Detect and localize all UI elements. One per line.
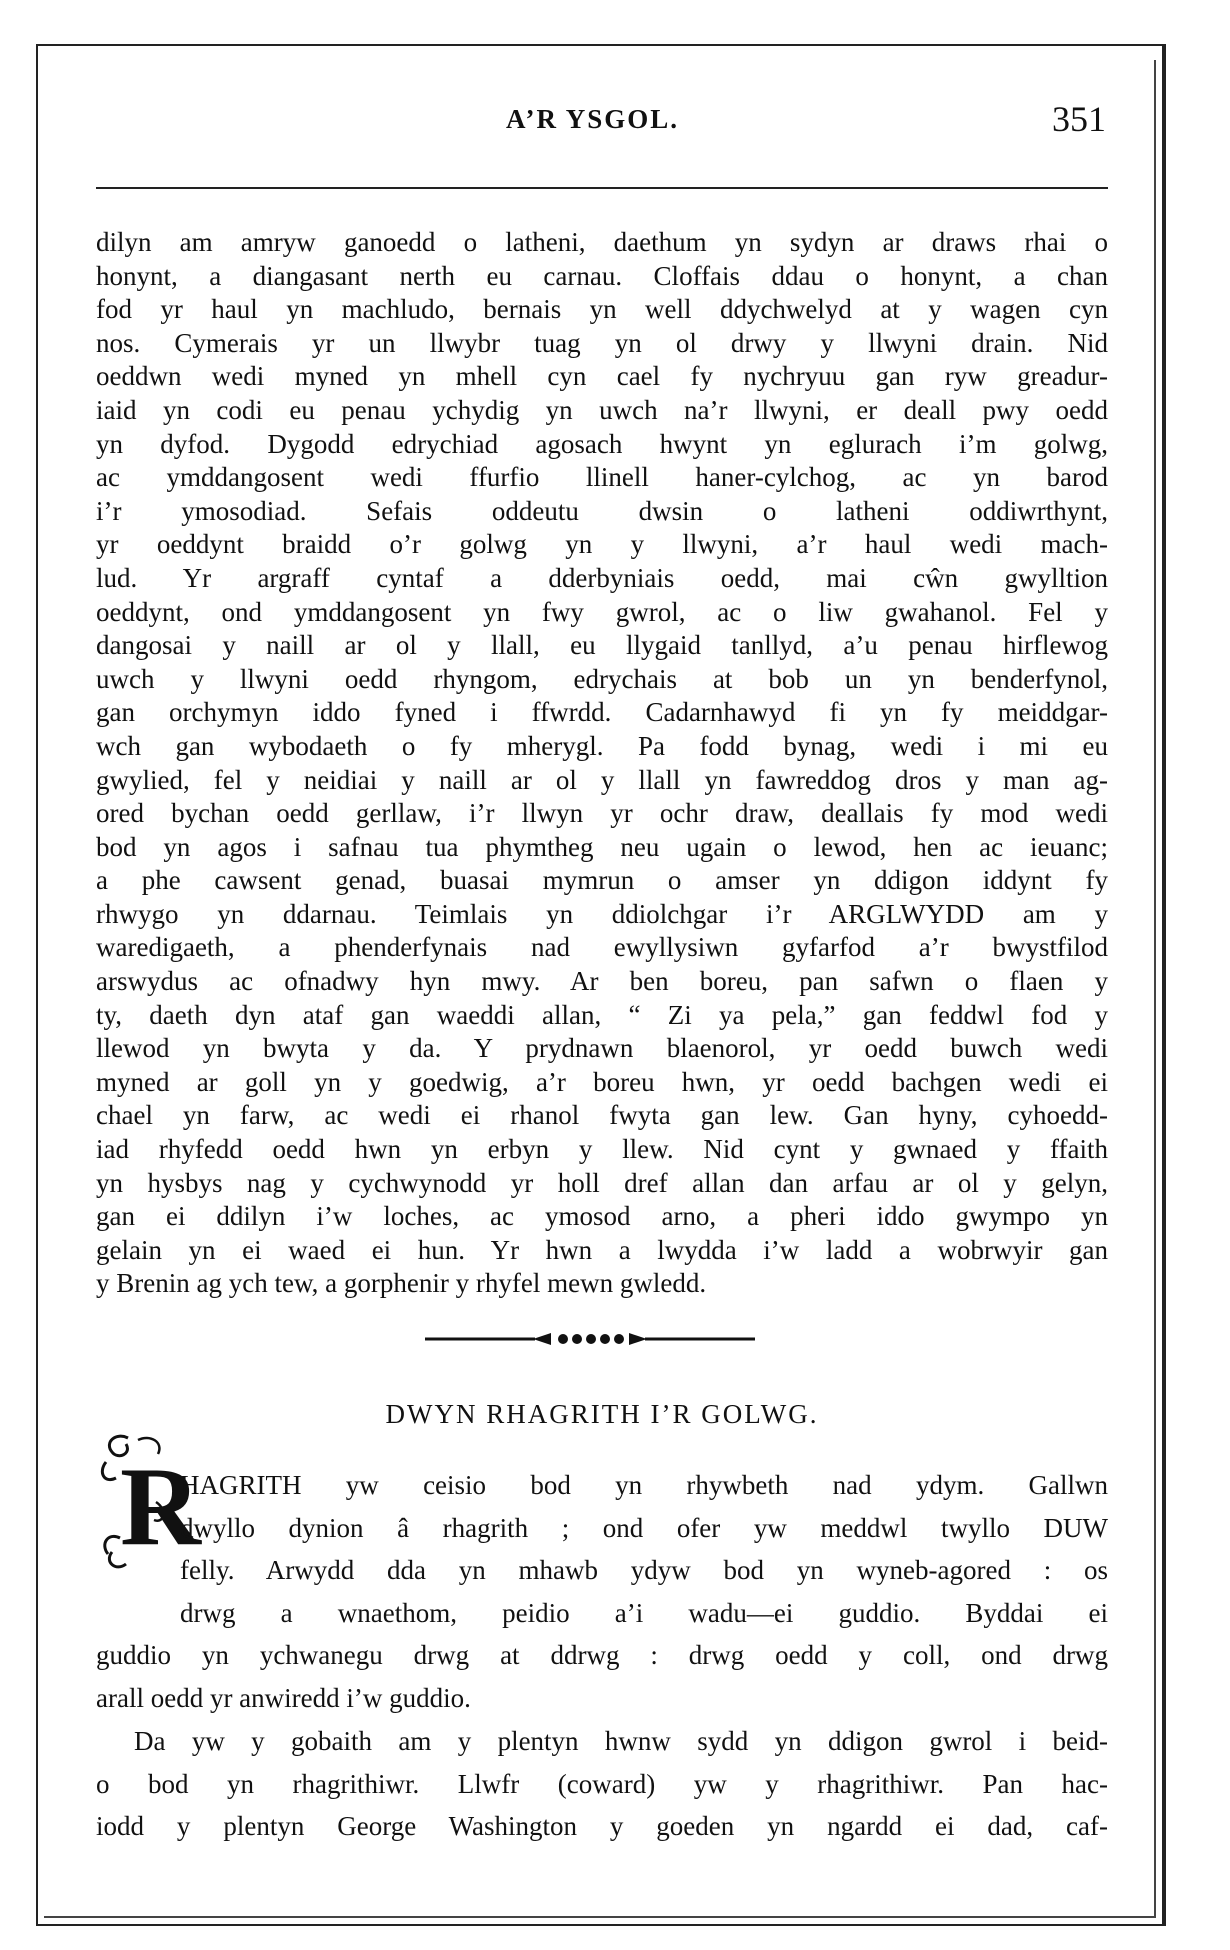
dropcap-letter: R: [120, 1445, 201, 1569]
text-line: dilyn am amryw ganoedd o latheni, daethum yn sydyn ar draws rhai o: [96, 227, 1108, 257]
text-line: iaid yn codi eu penau ychydig yn uwch na’r llwyni, er deall pwy oedd: [96, 394, 1108, 425]
text-line: drwg a wnaethom, peidio a’i wadu—ei guddio. Byddai ei: [180, 1597, 1108, 1628]
text-line: waredigaeth, a phenderfynais nad ewyllysiwn gyfarfod a’r bwystfilod: [96, 932, 1108, 963]
text-line: fod yr haul yn machludo, bernais yn well ddychwelyd at y wagen cyn: [96, 294, 1108, 325]
text-line: HAGRITH yw ceisio bod yn rhywbeth nad ydym. Gallwn: [180, 1470, 1108, 1500]
text-line: rhwygo yn ddarnau. Teimlais yn ddiolchgar i’r ARGLWYDD am y: [96, 898, 1108, 929]
text-line: Da yw y gobaith am y plentyn hwnw sydd yn ddigon gwrol i beid-: [134, 1726, 1108, 1756]
paragraph-2-continued: [96, 1634, 1108, 1719]
running-head: [96, 98, 1106, 142]
text-line: o bod yn rhagrithiwr. Llwfr (coward) yw y rhagrithiwr. Pan hac-: [96, 1768, 1108, 1799]
ornamental-initial-icon: [98, 1432, 201, 1572]
text-line: ty, daeth dyn ataf gan waeddi allan, “ Zi ya pela,” gan feddwl fod y: [96, 999, 1108, 1030]
text-line: y Brenin ag ych tew, a gorphenir y rhyfel mewn gwledd.: [96, 1268, 707, 1299]
text-line: oeddwn wedi myned yn mhell cyn cael fy nychryuu gan ryw greadur-: [96, 361, 1108, 392]
text-line: arall oedd yr anwiredd i’w guddio.: [96, 1682, 471, 1713]
text-line: gan ei ddilyn i’w loches, ac ymosod arno, a pheri iddo gwympo yn: [96, 1201, 1108, 1232]
running-title: A’R YSGOL.: [506, 104, 680, 134]
section-ornament: [425, 1329, 755, 1349]
text-line: lud. Yr argraff cyntaf a dderbyniais oedd, mai cŵn gwylltion: [96, 562, 1108, 593]
text-line: ac ymddangosent wedi ffurfio llinell haner-cylchog, ac yn barod: [96, 462, 1108, 493]
text-line: iodd y plentyn George Washington y goeden yn ngardd ei dad, caf-: [96, 1811, 1108, 1841]
text-line: gwylied, fel y neidiai y naill ar ol y llall yn fawreddog dros y man ag-: [96, 764, 1108, 795]
text-line: nos. Cymerais yr un llwybr tuag yn ol drwy y llwyni drain. Nid: [96, 327, 1108, 358]
text-line: uwch y llwyni oedd rhyngom, edrychais at bob un yn benderfynol,: [96, 663, 1108, 694]
text-line: wch gan wybodaeth o fy mherygl. Pa fodd bynag, wedi i mi eu: [96, 730, 1108, 761]
text-line: dwyllo dynion â rhagrith ; ond ofer yw meddwl twyllo DUW: [180, 1512, 1108, 1543]
text-line: iad rhyfedd oedd hwn yn erbyn y llew. Nid cynt y gwnaed y ffaith: [96, 1134, 1108, 1165]
paragraph-1: [96, 226, 1108, 1301]
text-line: gelain yn ei waed ei hun. Yr hwn a lwydda i’w ladd a wobrwyir gan: [96, 1234, 1108, 1265]
paragraph-3: [96, 1720, 1108, 1848]
text-line: ored bychan oedd gerllaw, i’r llwyn yr ochr draw, deallais fy mod wedi: [96, 798, 1108, 829]
text-line: honynt, a diangasant nerth eu carnau. Cloffais ddau o honynt, a chan: [96, 260, 1108, 291]
text-line: myned ar goll yn y goedwig, a’r boreu hwn, yr oedd bachgen wedi ei: [96, 1066, 1108, 1097]
text-line: a phe cawsent genad, buasai mymrun o amser yn ddigon iddynt fy: [96, 865, 1108, 896]
ornament-rule-icon: [425, 1329, 755, 1349]
text-line: dangosai y naill ar ol y llall, eu llygaid tanllyd, a’u penau hirflewog: [96, 630, 1108, 661]
text-line: yr oeddynt braidd o’r golwg yn y llwyni, a’r haul wedi mach-: [96, 529, 1108, 560]
text-line: llewod yn bwyta y da. Y prydnawn blaenorol, yr oedd buwch wedi: [96, 1033, 1108, 1064]
section-title: DWYN RHAGRITH I’R GOLWG.: [385, 1399, 819, 1429]
dropcap-ornament: [98, 1432, 201, 1572]
text-line: arswydus ac ofnadwy hyn mwy. Ar ben boreu, pan safwn o flaen y: [96, 966, 1108, 997]
text-line: guddio yn ychwanegu drwg at ddrwg : drwg oedd y coll, ond drwg: [96, 1640, 1108, 1670]
text-line: i’r ymosodiad. Sefais oddeutu dwsin o latheni oddiwrthynt,: [96, 495, 1108, 526]
text-line: yn dyfod. Dygodd edrychiad agosach hwynt yn eglurach i’m golwg,: [96, 428, 1108, 459]
text-line: oeddynt, ond ymddangosent yn fwy gwrol, ac o liw gwahanol. Fel y: [96, 596, 1108, 627]
text-line: chael yn farw, ac wedi ei rhanol fwyta gan lew. Gan hyny, cyhoedd-: [96, 1100, 1108, 1131]
text-line: felly. Arwydd dda yn mhawb ydyw bod yn wyneb-agored : os: [180, 1555, 1108, 1585]
text-line: yn hysbys nag y cychwynodd yr holl dref allan dan arfau ar ol y gelyn,: [96, 1167, 1108, 1198]
text-line: bod yn agos i safnau tua phymtheg neu ugain o lewod, hen ac ieuanc;: [96, 831, 1108, 862]
paragraph-2-indented: [180, 1464, 1108, 1634]
page-number: 351: [1052, 99, 1106, 139]
text-line: gan orchymyn iddo fyned i ffwrdd. Cadarnhawyd fi yn fy meiddgar-: [96, 697, 1108, 728]
header-rule: [96, 187, 1108, 189]
